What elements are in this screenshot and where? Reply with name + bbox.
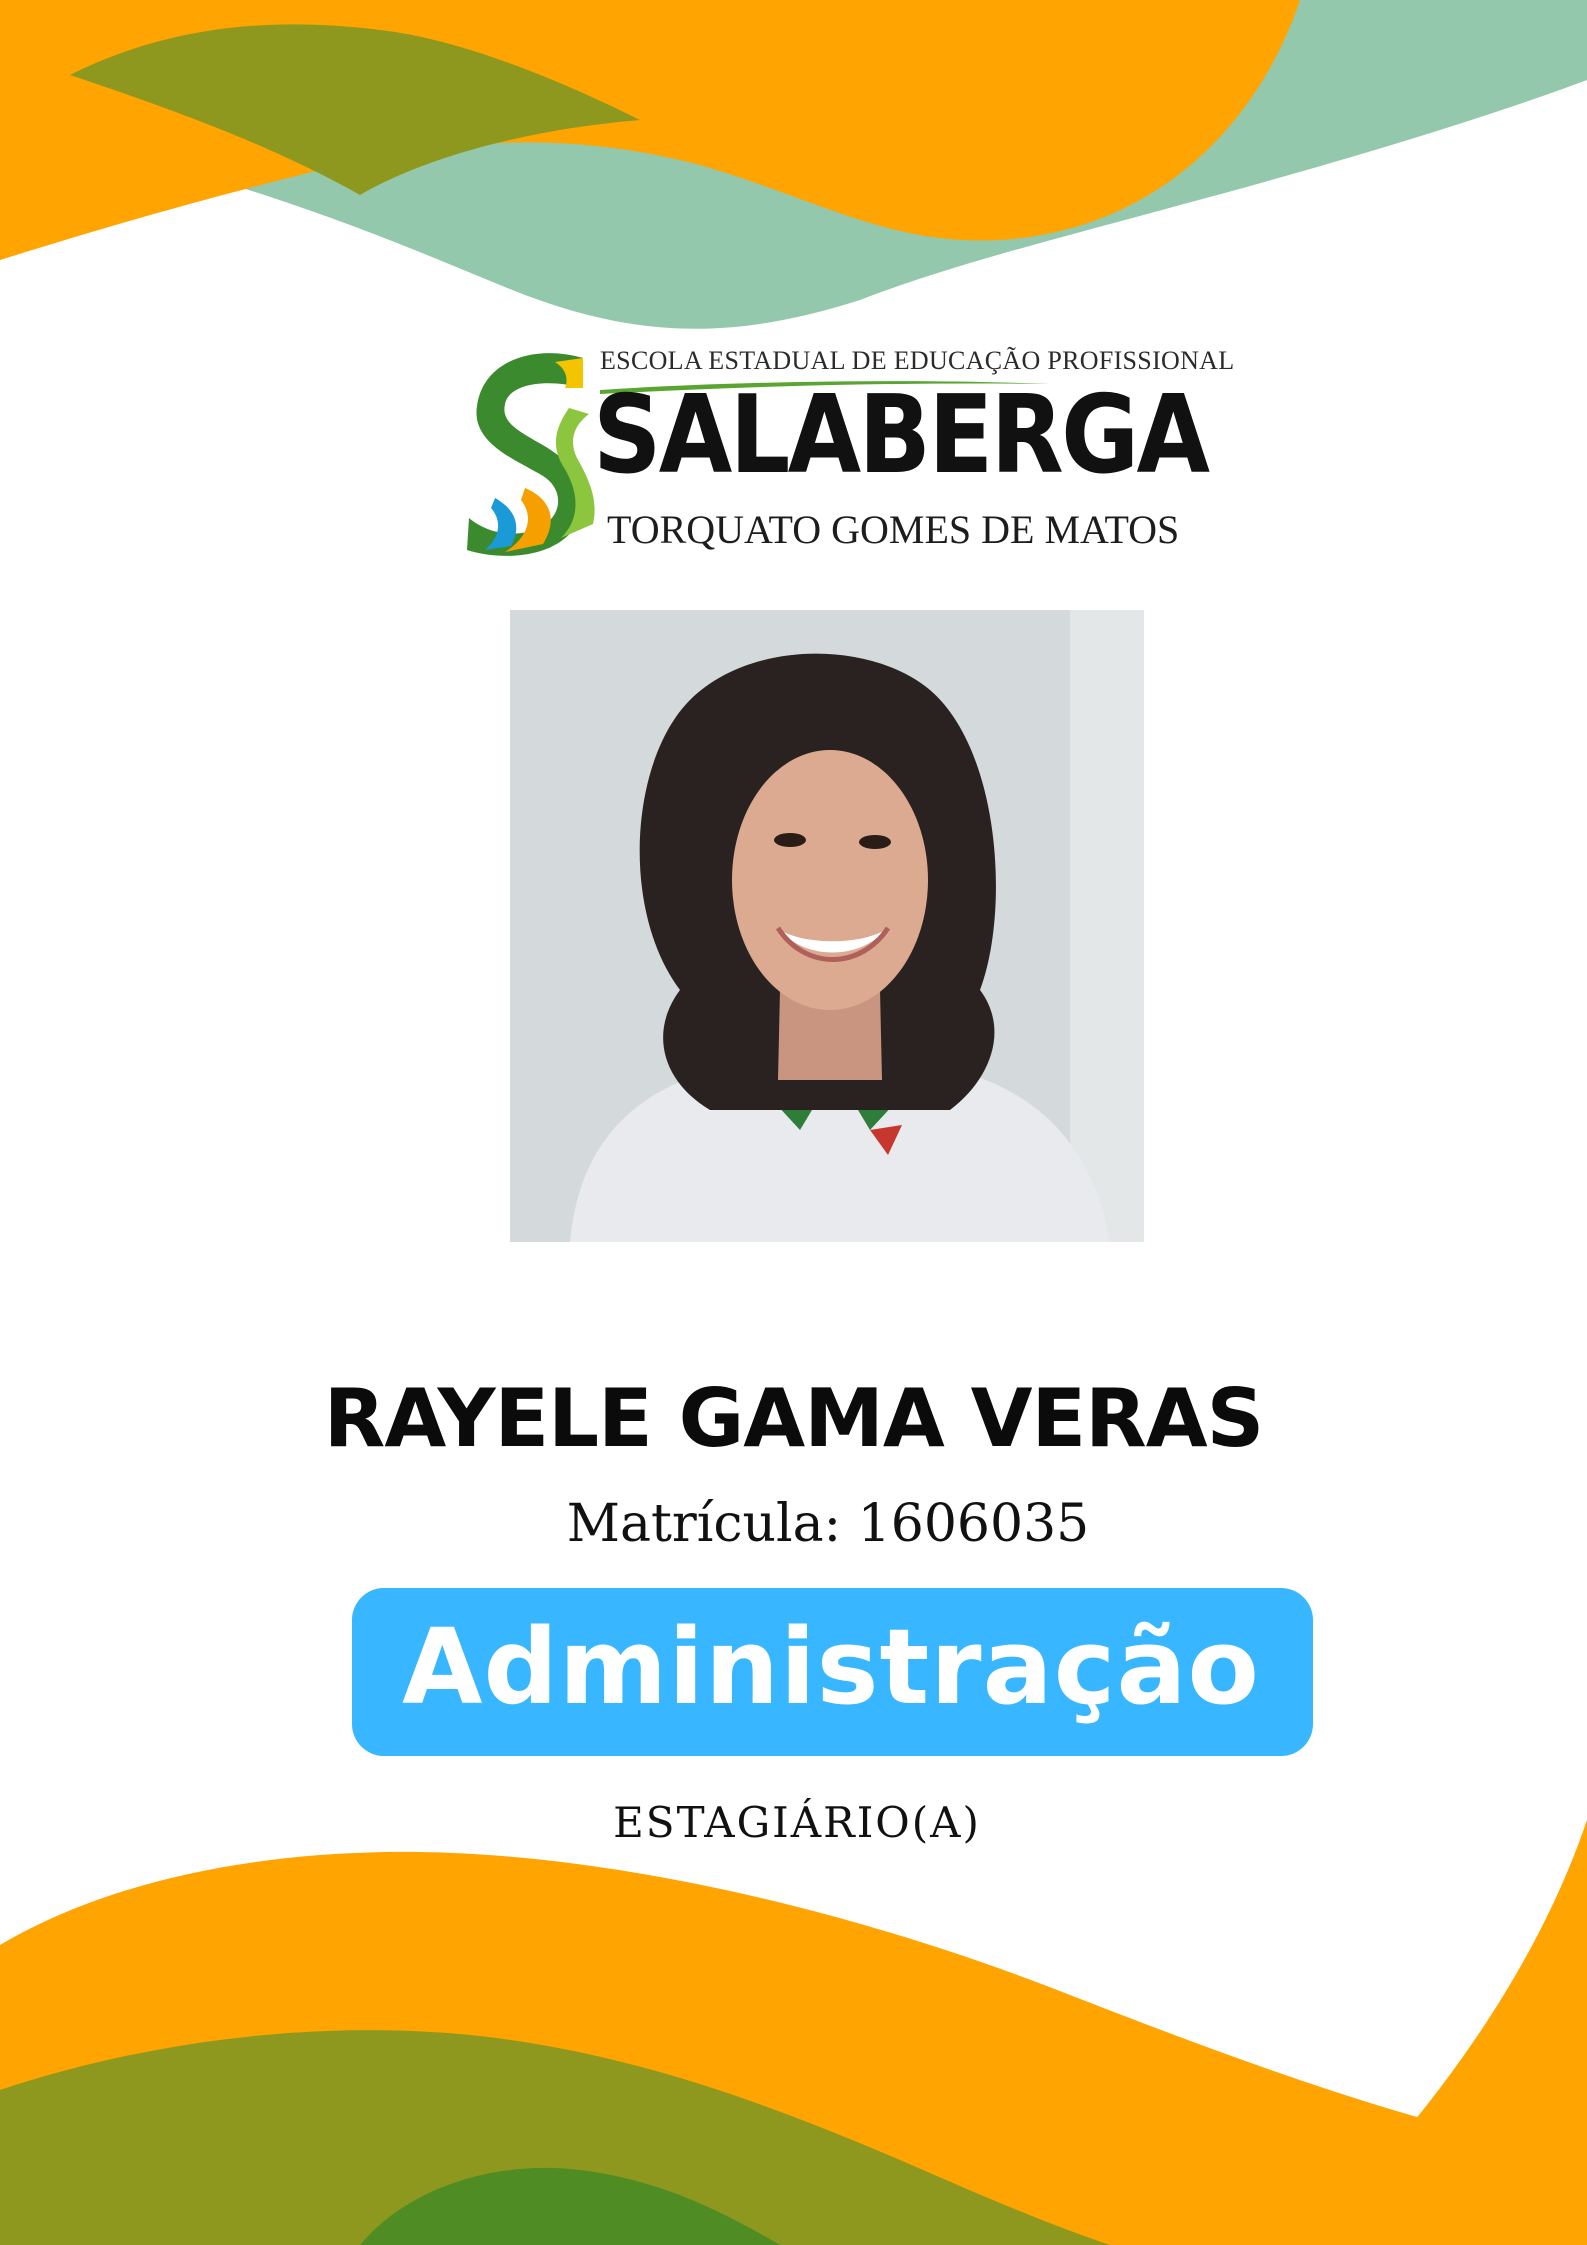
student-role: ESTAGIÁRIO(A) <box>613 1798 981 1847</box>
student-name: RAYELE GAMA VERAS <box>323 1372 1264 1465</box>
school-logo <box>465 340 1235 570</box>
logo-s-mark-icon <box>465 348 595 558</box>
student-photo <box>510 610 1144 1242</box>
logo-top-line: ESCOLA ESTADUAL DE EDUCAÇÃO PROFISSIONAL <box>600 346 1235 375</box>
logo-bottom-line: TORQUATO GOMES DE MATOS <box>607 507 1180 552</box>
logo-school-name: SALABERGA <box>593 373 1208 498</box>
student-registration: Matrícula: 1606035 <box>566 1494 1090 1554</box>
course-label: Administração <box>402 1606 1260 1728</box>
